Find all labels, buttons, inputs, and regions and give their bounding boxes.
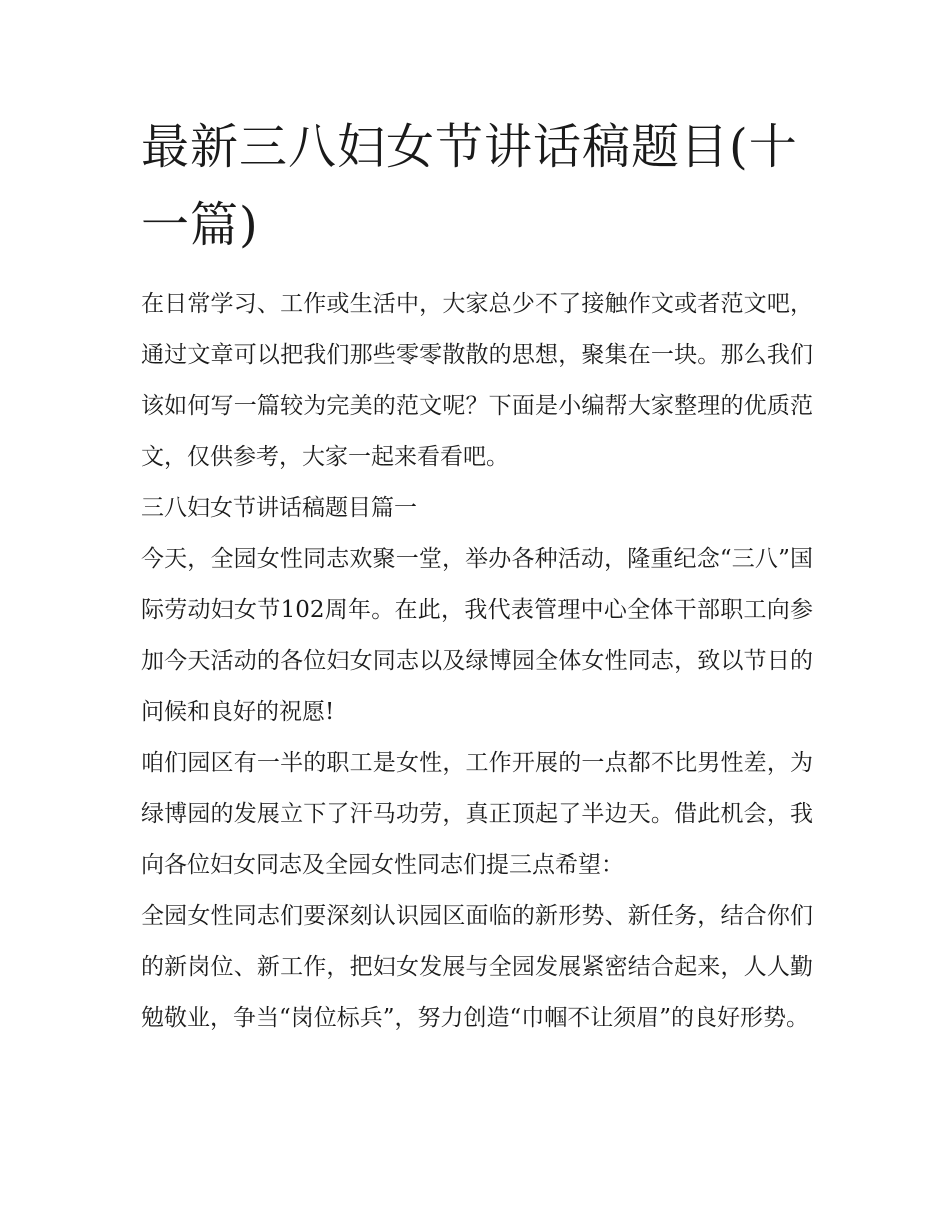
section-heading: 三八妇女节讲话稿题目篇一 (141, 495, 417, 521)
document-title: 最新三八妇女节讲话稿题目(十一篇) (141, 119, 798, 253)
speech-paragraph-2: 咱们园区有一半的职工是女性，工作开展的一点都不比男性差，为绿博园的发展立下了汗马功劳，真正顶起了半边天。借此机会，我向各位妇女同志及全园女性同志们提三点希望： (141, 750, 813, 878)
intro-paragraph: 在日常学习、工作或生活中，大家总少不了接触作文或者范文吧，通过文章可以把我们那些零零散散的思想，聚集在一块。那么我们该如何写一篇较为完美的范文呢？下面是小编帮大家整理的优质范文，仅供参考，大家一起来看看吧。 (141, 291, 813, 470)
document-body (141, 279, 813, 1044)
speech-paragraph-3: 全园女性同志们要深刻认识园区面临的新形势、新任务，结合你们的新岗位、新工作，把妇女发展与全园发展紧密结合起来，人人勤勉敬业，争当“岗位标兵”，努力创造“巾帼不让须眉”的良好形势。 (141, 903, 813, 1031)
speech-paragraph-1: 今天，全园女性同志欢聚一堂，举办各种活动，隆重纪念“三八”国际劳动妇女节102周年。在此，我代表管理中心全体干部职工向参加今天活动的各位妇女同志以及绿博园全体女性同志，致以节日的问候和良好的祝愿! (141, 546, 813, 725)
document-content (141, 108, 813, 1044)
